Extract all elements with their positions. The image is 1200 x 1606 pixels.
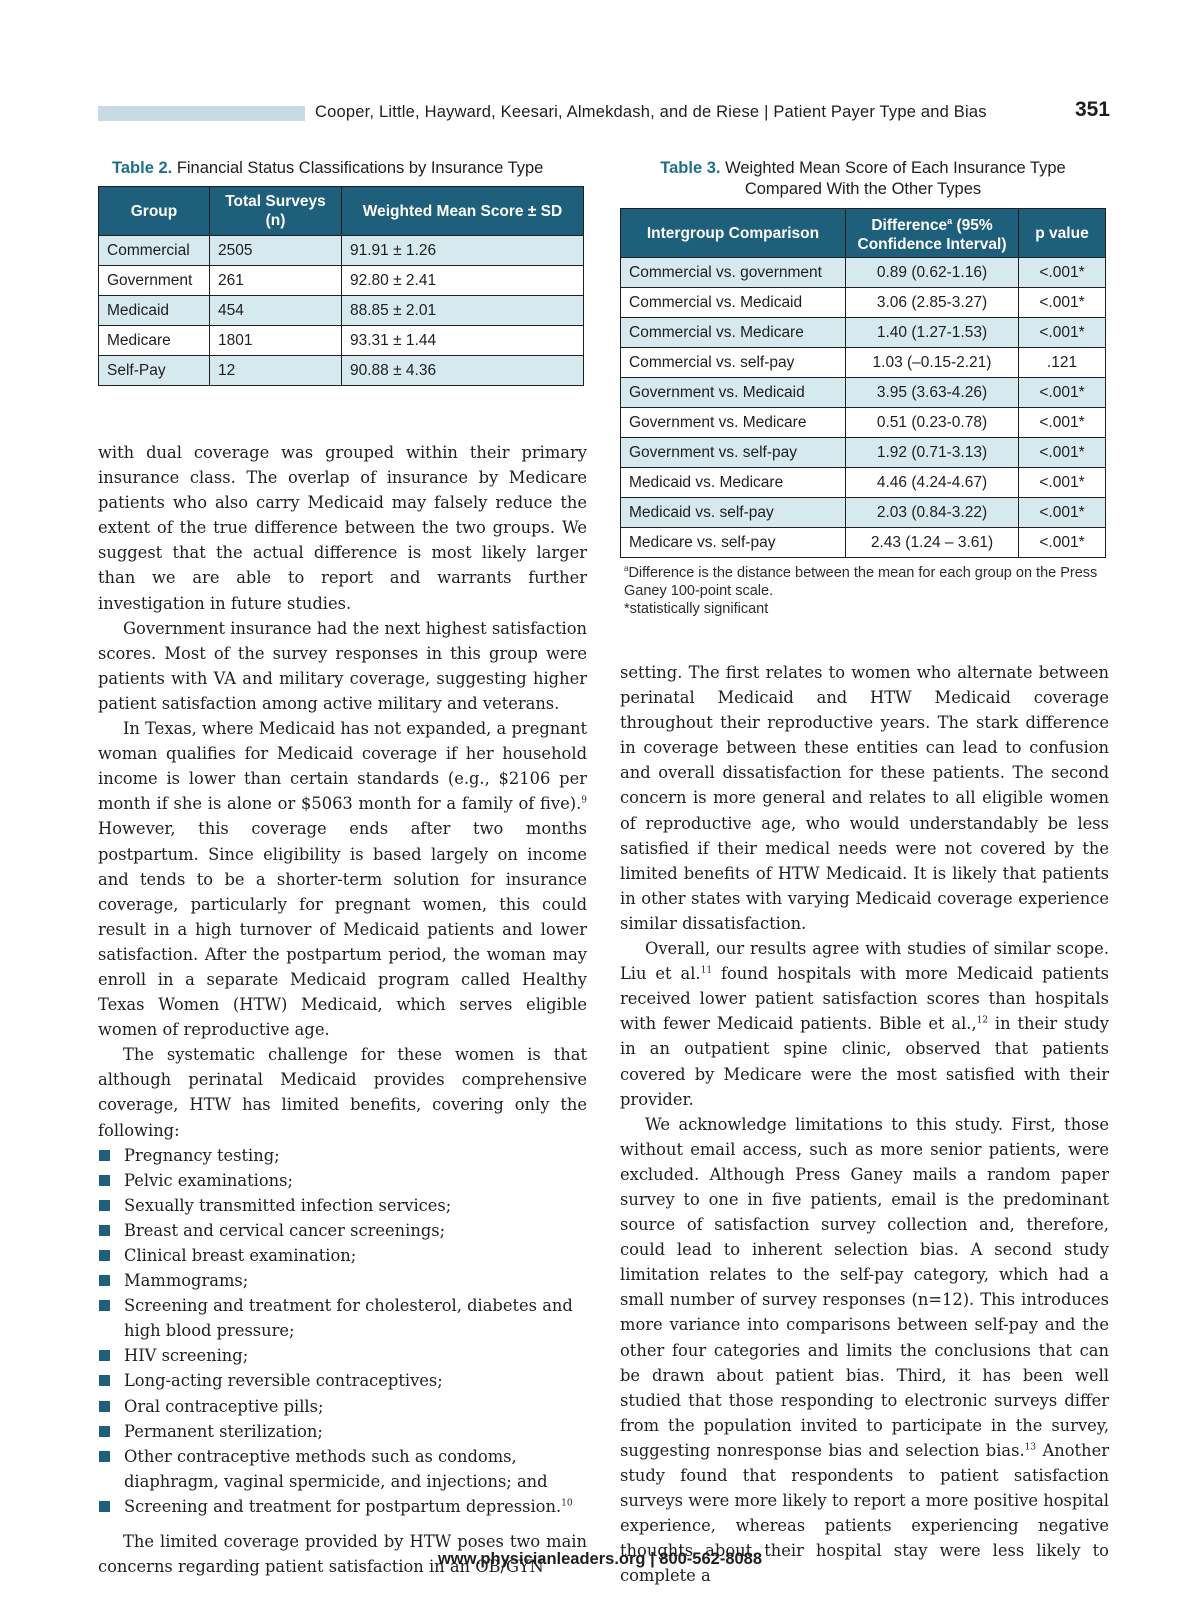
table3-cell: 0.89 (0.62-1.16) — [846, 258, 1019, 288]
square-bullet-icon — [99, 1275, 110, 1286]
table3 — [620, 208, 1106, 558]
table3-header-p-value: p value — [1019, 209, 1106, 258]
reference-12: 12 — [976, 1015, 989, 1026]
footer-contact: www.physicianleaders.org | 800-562-8088 — [437, 1550, 763, 1568]
table3-label: Table 3. — [660, 159, 721, 177]
table2-cell: Medicare — [99, 326, 210, 356]
square-bullet-icon — [99, 1250, 110, 1261]
table3-row — [621, 288, 1106, 318]
list-item-text: Screening and treatment for postpartum depression. — [124, 1496, 562, 1516]
table3-row — [621, 348, 1106, 378]
list-item-text: Breast and cervical cancer screenings; — [124, 1220, 446, 1240]
table3-cell: <.001* — [1019, 498, 1106, 528]
square-bullet-icon — [99, 1350, 110, 1361]
page-number: 351 — [1074, 98, 1110, 121]
reference-11: 11 — [700, 965, 713, 976]
table3-row — [621, 408, 1106, 438]
table3-cell: 4.46 (4.24-4.67) — [846, 468, 1019, 498]
table2-cell: Government — [99, 266, 210, 296]
running-head: Cooper, Little, Hayward, Keesari, Almekdash, and de Riese | Patient Payer Type and Bias — [315, 103, 987, 121]
table3-caption — [618, 158, 1108, 200]
table2-cell: 93.31 ± 1.44 — [342, 326, 584, 356]
table3-footnote-a — [624, 560, 1104, 600]
square-bullet-icon — [99, 1375, 110, 1386]
table3-row — [621, 378, 1106, 408]
list-item — [98, 1243, 587, 1268]
table2-cell: Medicaid — [99, 296, 210, 326]
table3-cell: Commercial vs. Medicare — [621, 318, 846, 348]
table2-header-group: Group — [99, 187, 210, 236]
table3-cell: 0.51 (0.23-0.78) — [846, 408, 1019, 438]
left-paragraph-1: with dual coverage was grouped within their primary insurance class. The overlap of insurance by Medicare patients who also carry Medicaid may falsely reduce the extent of the true difference between the two groups. We suggest that the actual difference is most likely larger than we are able to report and warrants further investigation in future studies. — [98, 443, 587, 613]
table2 — [98, 186, 584, 386]
right-paragraph-3-text-b: Another study found that respondents to patient satisfaction surveys were more likely to report a more positive hospital experience, whereas patients experiencing negative thoughts about their hospital stay were less likely to complete a — [620, 1440, 1110, 1586]
table2-row — [99, 326, 584, 356]
list-item — [98, 1193, 587, 1218]
table3-row — [621, 528, 1106, 558]
header-accent-bar — [98, 106, 305, 121]
table3-cell: Medicare vs. self-pay — [621, 528, 846, 558]
table3-header-difference-ci: (95% Confidence Interval) — [857, 217, 1007, 254]
list-item — [98, 1343, 587, 1368]
table3-row — [621, 318, 1106, 348]
table3-row — [621, 498, 1106, 528]
table3-footnote-a-mark: a — [624, 564, 629, 573]
table2-cell: Commercial — [99, 236, 210, 266]
list-item-text: Permanent sterilization; — [124, 1421, 323, 1441]
left-paragraph-3-text-a: In Texas, where Medicaid has not expanded, a pregnant woman qualifies for Medicaid coverage if her household income is lower than certain standards (e.g., $2106 per month if she is alone or $5063 month for a family of five). — [98, 719, 587, 814]
table2-cell: 92.80 ± 2.41 — [342, 266, 584, 296]
list-item — [98, 1218, 587, 1243]
list-item-text: Other contraceptive methods such as condoms, diaphragm, vaginal spermicide, and injections; and — [124, 1446, 548, 1491]
table2-row — [99, 296, 584, 326]
table2-row — [99, 236, 584, 266]
square-bullet-icon — [99, 1401, 110, 1412]
table2-cell: Self-Pay — [99, 356, 210, 386]
list-item — [98, 1419, 587, 1444]
table3-cell: 1.03 (–0.15-2.21) — [846, 348, 1019, 378]
list-item-text: HIV screening; — [124, 1346, 249, 1366]
table3-header-comparison: Intergroup Comparison — [621, 209, 846, 258]
table3-cell: 2.43 (1.24 – 3.61) — [846, 528, 1019, 558]
table3-cell: .121 — [1019, 348, 1106, 378]
right-paragraph-2 — [620, 936, 1109, 1112]
table3-cell: Commercial vs. self-pay — [621, 348, 846, 378]
left-column — [98, 440, 587, 1579]
reference-9: 9 — [581, 795, 587, 806]
right-paragraph-3 — [620, 1112, 1109, 1589]
table2-cell: 1801 — [210, 326, 342, 356]
square-bullet-icon — [99, 1150, 110, 1161]
square-bullet-icon — [99, 1300, 110, 1311]
table2-header-mean-score: Weighted Mean Score ± SD — [342, 187, 584, 236]
list-item — [98, 1368, 587, 1393]
table3-row — [621, 258, 1106, 288]
right-paragraph-2-text-a: Overall, our results agree with studies of similar scope. Liu et al. — [620, 939, 1109, 984]
list-item — [98, 1494, 587, 1519]
table3-row — [621, 438, 1106, 468]
list-item-text: Mammograms; — [124, 1271, 249, 1291]
table3-cell: Government vs. self-pay — [621, 438, 846, 468]
table3-header-difference — [846, 209, 1019, 258]
table2-cell: 261 — [210, 266, 342, 296]
table2-label: Table 2. — [112, 159, 173, 177]
table3-cell: 2.03 (0.84-3.22) — [846, 498, 1019, 528]
left-paragraph-2: Government insurance had the next highest satisfaction scores. Most of the survey responses in this group were patients with VA and military coverage, suggesting higher patient satisfaction among active military and veterans. — [98, 618, 587, 713]
table2-row — [99, 266, 584, 296]
table3-title-line2: Compared With the Other Types — [744, 180, 982, 198]
right-paragraph-1: setting. The first relates to women who alternate between perinatal Medicaid and HTW Medicaid coverage throughout their reproductive years. The stark difference in coverage between these entities can lead to confusion and overall dissatisfaction for these patients. The second concern is more general and relates to all eligible women of reproductive age, who would understandably be less satisfied if their medical needs were not covered by the limited benefits of HTW Medicaid. It is likely that patients in other states with varying Medicaid coverage experience similar dissatisfaction. — [620, 663, 1109, 933]
list-item — [98, 1168, 587, 1193]
table3-cell: 1.40 (1.27-1.53) — [846, 318, 1019, 348]
list-item-text: Pelvic examinations; — [124, 1170, 294, 1190]
table2-row — [99, 356, 584, 386]
list-item — [98, 1444, 587, 1494]
table3-header-difference-mark: a — [947, 215, 953, 226]
table3-cell: <.001* — [1019, 408, 1106, 438]
right-paragraph-2-text-c: in their study in an outpatient spine clinic, observed that patients covered by Medicare were the most satisfied with their provider. — [620, 1014, 1109, 1109]
reference-13: 13 — [1024, 1442, 1037, 1453]
htw-benefits-list — [98, 1143, 587, 1519]
table3-cell: <.001* — [1019, 378, 1106, 408]
list-item-text: Sexually transmitted infection services; — [124, 1195, 452, 1215]
square-bullet-icon — [99, 1200, 110, 1211]
list-item — [98, 1394, 587, 1419]
right-paragraph-3-text-a: We acknowledge limitations to this study. First, those without email access, such as more senior patients, were excluded. Although Press Ganey mails a random paper survey to one in five patients, email is the predominant source of satisfaction survey collection and, therefore, could lead to inherent selection bias. A second study limitation relates to the self-pay category, which had a small number of survey responses (n=12). This introduces more variance into comparisons between self-pay and the other four categories and limits the conclusions that can be drawn about patient bias. Third, it has been well studied that those responding to electronic surveys differ from the population invited to participate in the survey, suggesting nonresponse bias and selection bias. — [620, 1114, 1109, 1460]
list-item-text: Pregnancy testing; — [124, 1145, 280, 1165]
table3-cell: 3.95 (3.63-4.26) — [846, 378, 1019, 408]
table2-cell: 90.88 ± 4.36 — [342, 356, 584, 386]
list-item-text: Long-acting reversible contraceptives; — [124, 1371, 443, 1391]
table2-header-total-surveys: Total Surveys (n) — [210, 187, 342, 236]
table3-cell: <.001* — [1019, 288, 1106, 318]
square-bullet-icon — [99, 1426, 110, 1437]
table2-cell: 12 — [210, 356, 342, 386]
table3-footnote-a-text: Difference is the distance between the mean for each group on the Press Ganey 100-point scale. — [624, 564, 1098, 599]
left-paragraph-5: The limited coverage provided by HTW poses two main concerns regarding patient satisfaction in an OB/GYN — [98, 1532, 587, 1577]
list-item — [98, 1293, 587, 1343]
table3-cell: Government vs. Medicare — [621, 408, 846, 438]
table2-cell: 454 — [210, 296, 342, 326]
right-column — [620, 660, 1109, 1588]
table3-cell: <.001* — [1019, 468, 1106, 498]
table3-cell: Medicaid vs. self-pay — [621, 498, 846, 528]
right-paragraph-2-text-b: found hospitals with more Medicaid patients received lower patient satisfaction scores than hospitals with fewer Medicaid patients. Bible et al., — [620, 964, 1109, 1034]
table2-cell: 2505 — [210, 236, 342, 266]
list-item-text: Oral contraceptive pills; — [124, 1396, 324, 1416]
square-bullet-icon — [99, 1501, 110, 1512]
table3-cell: 1.92 (0.71-3.13) — [846, 438, 1019, 468]
table3-footnotes — [624, 560, 1104, 618]
list-item — [98, 1268, 587, 1293]
table2-cell: 88.85 ± 2.01 — [342, 296, 584, 326]
table3-cell: <.001* — [1019, 258, 1106, 288]
table3-row — [621, 468, 1106, 498]
table3-cell: Medicaid vs. Medicare — [621, 468, 846, 498]
table3-cell: <.001* — [1019, 318, 1106, 348]
list-item-text: Clinical breast examination; — [124, 1246, 357, 1265]
square-bullet-icon — [99, 1225, 110, 1236]
table3-title-line1: Weighted Mean Score of Each Insurance Type — [725, 159, 1066, 177]
list-item — [98, 1143, 587, 1168]
table2-caption — [112, 158, 582, 179]
reference-10: 10 — [561, 1498, 573, 1509]
table2-title: Financial Status Classifications by Insurance Type — [176, 159, 544, 177]
table3-cell: Government vs. Medicaid — [621, 378, 846, 408]
left-paragraph-3-text-b: However, this coverage ends after two months postpartum. Since eligibility is based largely on income and tends to be a shorter-term solution for insurance coverage, particularly for pregnant women, this could result in a high turnover of Medicaid patients and lower satisfaction. After the postpartum period, the woman may enroll in a separate Medicaid program called Healthy Texas Women (HTW) Medicaid, which serves eligible women of reproductive age. — [98, 819, 587, 1040]
table3-cell: <.001* — [1019, 438, 1106, 468]
left-paragraph-3 — [98, 716, 587, 1042]
table3-header-difference-label: Difference — [871, 217, 948, 235]
table3-cell: Commercial vs. Medicaid — [621, 288, 846, 318]
table3-cell: 3.06 (2.85-3.27) — [846, 288, 1019, 318]
table2-cell: 91.91 ± 1.26 — [342, 236, 584, 266]
table3-cell: Commercial vs. government — [621, 258, 846, 288]
square-bullet-icon — [99, 1451, 110, 1462]
left-paragraph-4: The systematic challenge for these women is that although perinatal Medicaid provides comprehensive coverage, HTW has limited benefits, covering only the following: — [98, 1045, 587, 1140]
list-item-text: Screening and treatment for cholesterol, diabetes and high blood pressure; — [124, 1296, 573, 1341]
table3-cell: <.001* — [1019, 528, 1106, 558]
square-bullet-icon — [99, 1175, 110, 1186]
table3-footnote-star: *statistically significant — [624, 600, 769, 617]
